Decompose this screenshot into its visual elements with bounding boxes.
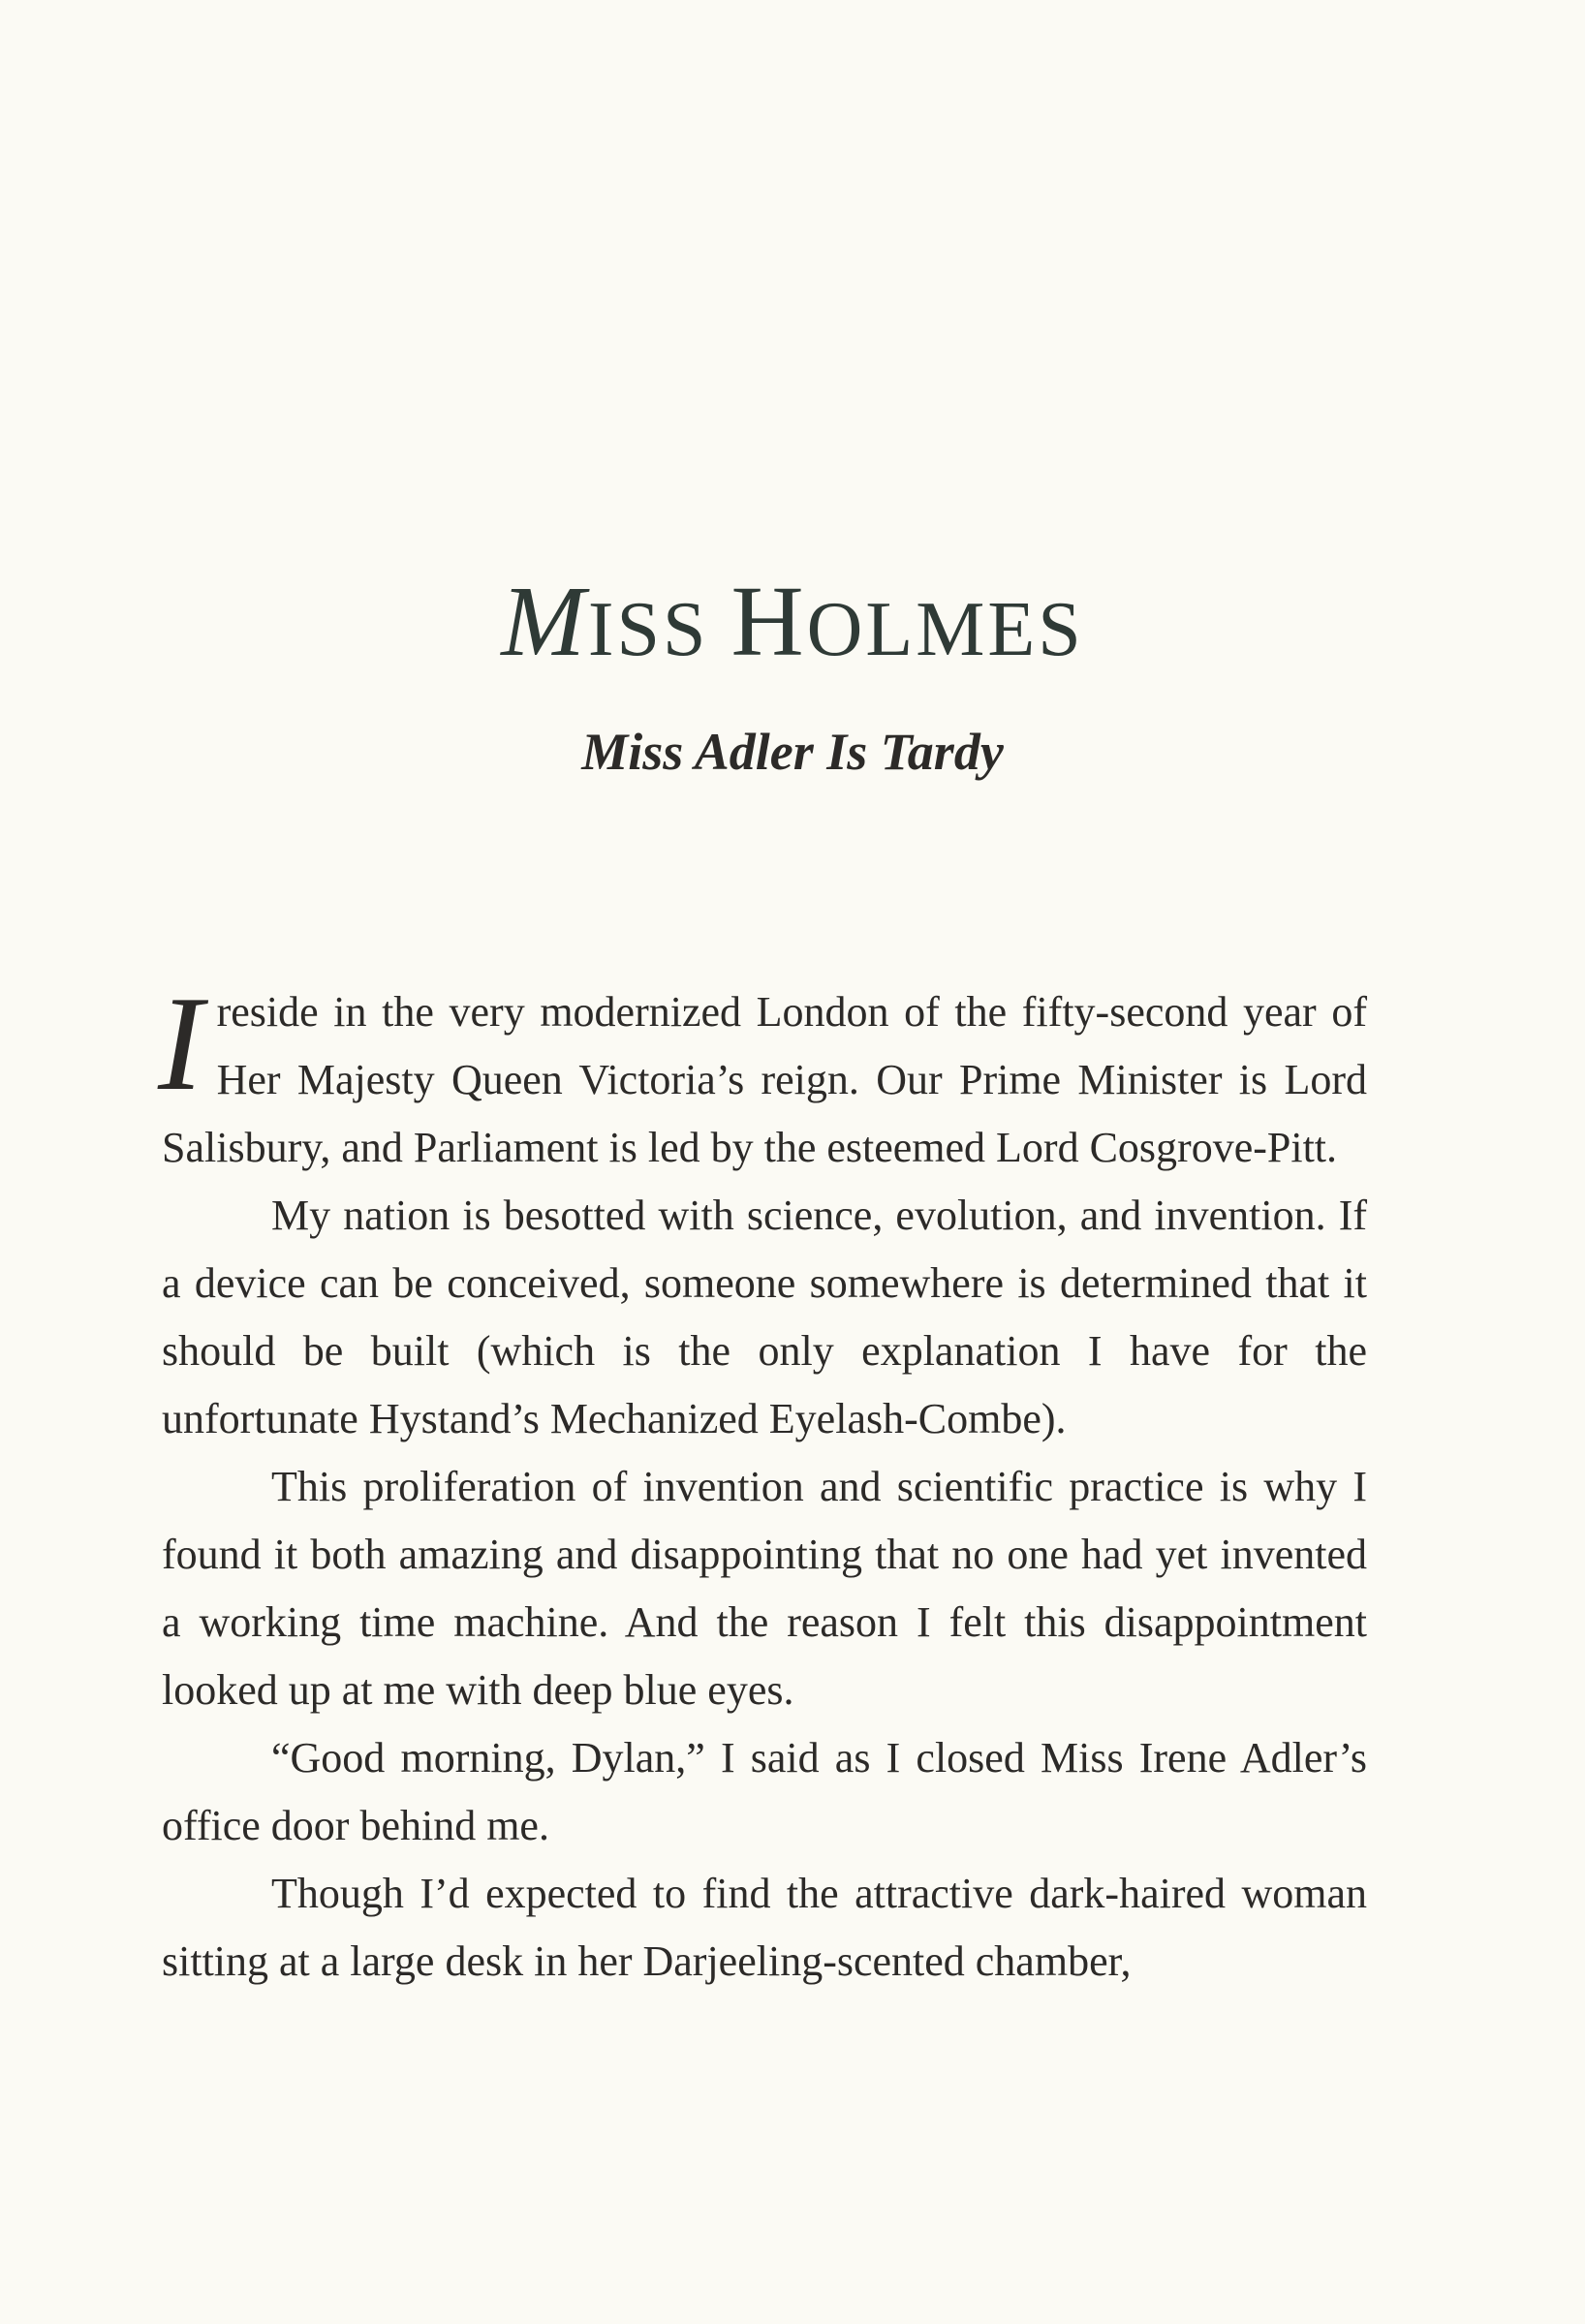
title-rest-miss: ISS — [587, 587, 731, 672]
paragraph: “Good morning, Dylan,” I said as I closed Miss Irene Adler’s office door behind me. — [162, 1734, 1367, 1849]
chapter-title — [0, 566, 1585, 677]
paragraph-text: reside in the very modernized London of the fifty-second year of Her Majesty Queen Victoria’s reign. Our Prime Minister is Lord Salisbury, and Parliament is led by the esteemed Lord Cosgrove-Pitt. — [162, 988, 1367, 1171]
paragraph: My nation is besotted with science, evolution, and invention. If a device can be conceived, someone somewhere is determined that it should be built (which is the only explanation I have for the unfortunate Hystand’s Mechanized Eyelash-Combe). — [162, 1192, 1367, 1442]
body-text — [158, 969, 1367, 1996]
drop-cap: I — [158, 969, 203, 1119]
title-rest-holmes: OLMES — [806, 587, 1084, 672]
chapter-subtitle: Miss Adler Is Tardy — [581, 723, 1004, 781]
paragraph — [158, 969, 1367, 1182]
title-initial-m: M — [501, 566, 588, 677]
paragraph: This proliferation of invention and scientific practice is why I found it both amazing and disappointing that no one had yet invented a working time machine. And the reason I felt this disappointment looked up at me with deep blue eyes. — [162, 1463, 1367, 1714]
title-initial-h: H — [730, 566, 807, 677]
paragraph: Though I’d expected to find the attractive dark-haired woman sitting at a large desk in her Darjeeling-scented chamber, — [162, 1870, 1367, 1985]
